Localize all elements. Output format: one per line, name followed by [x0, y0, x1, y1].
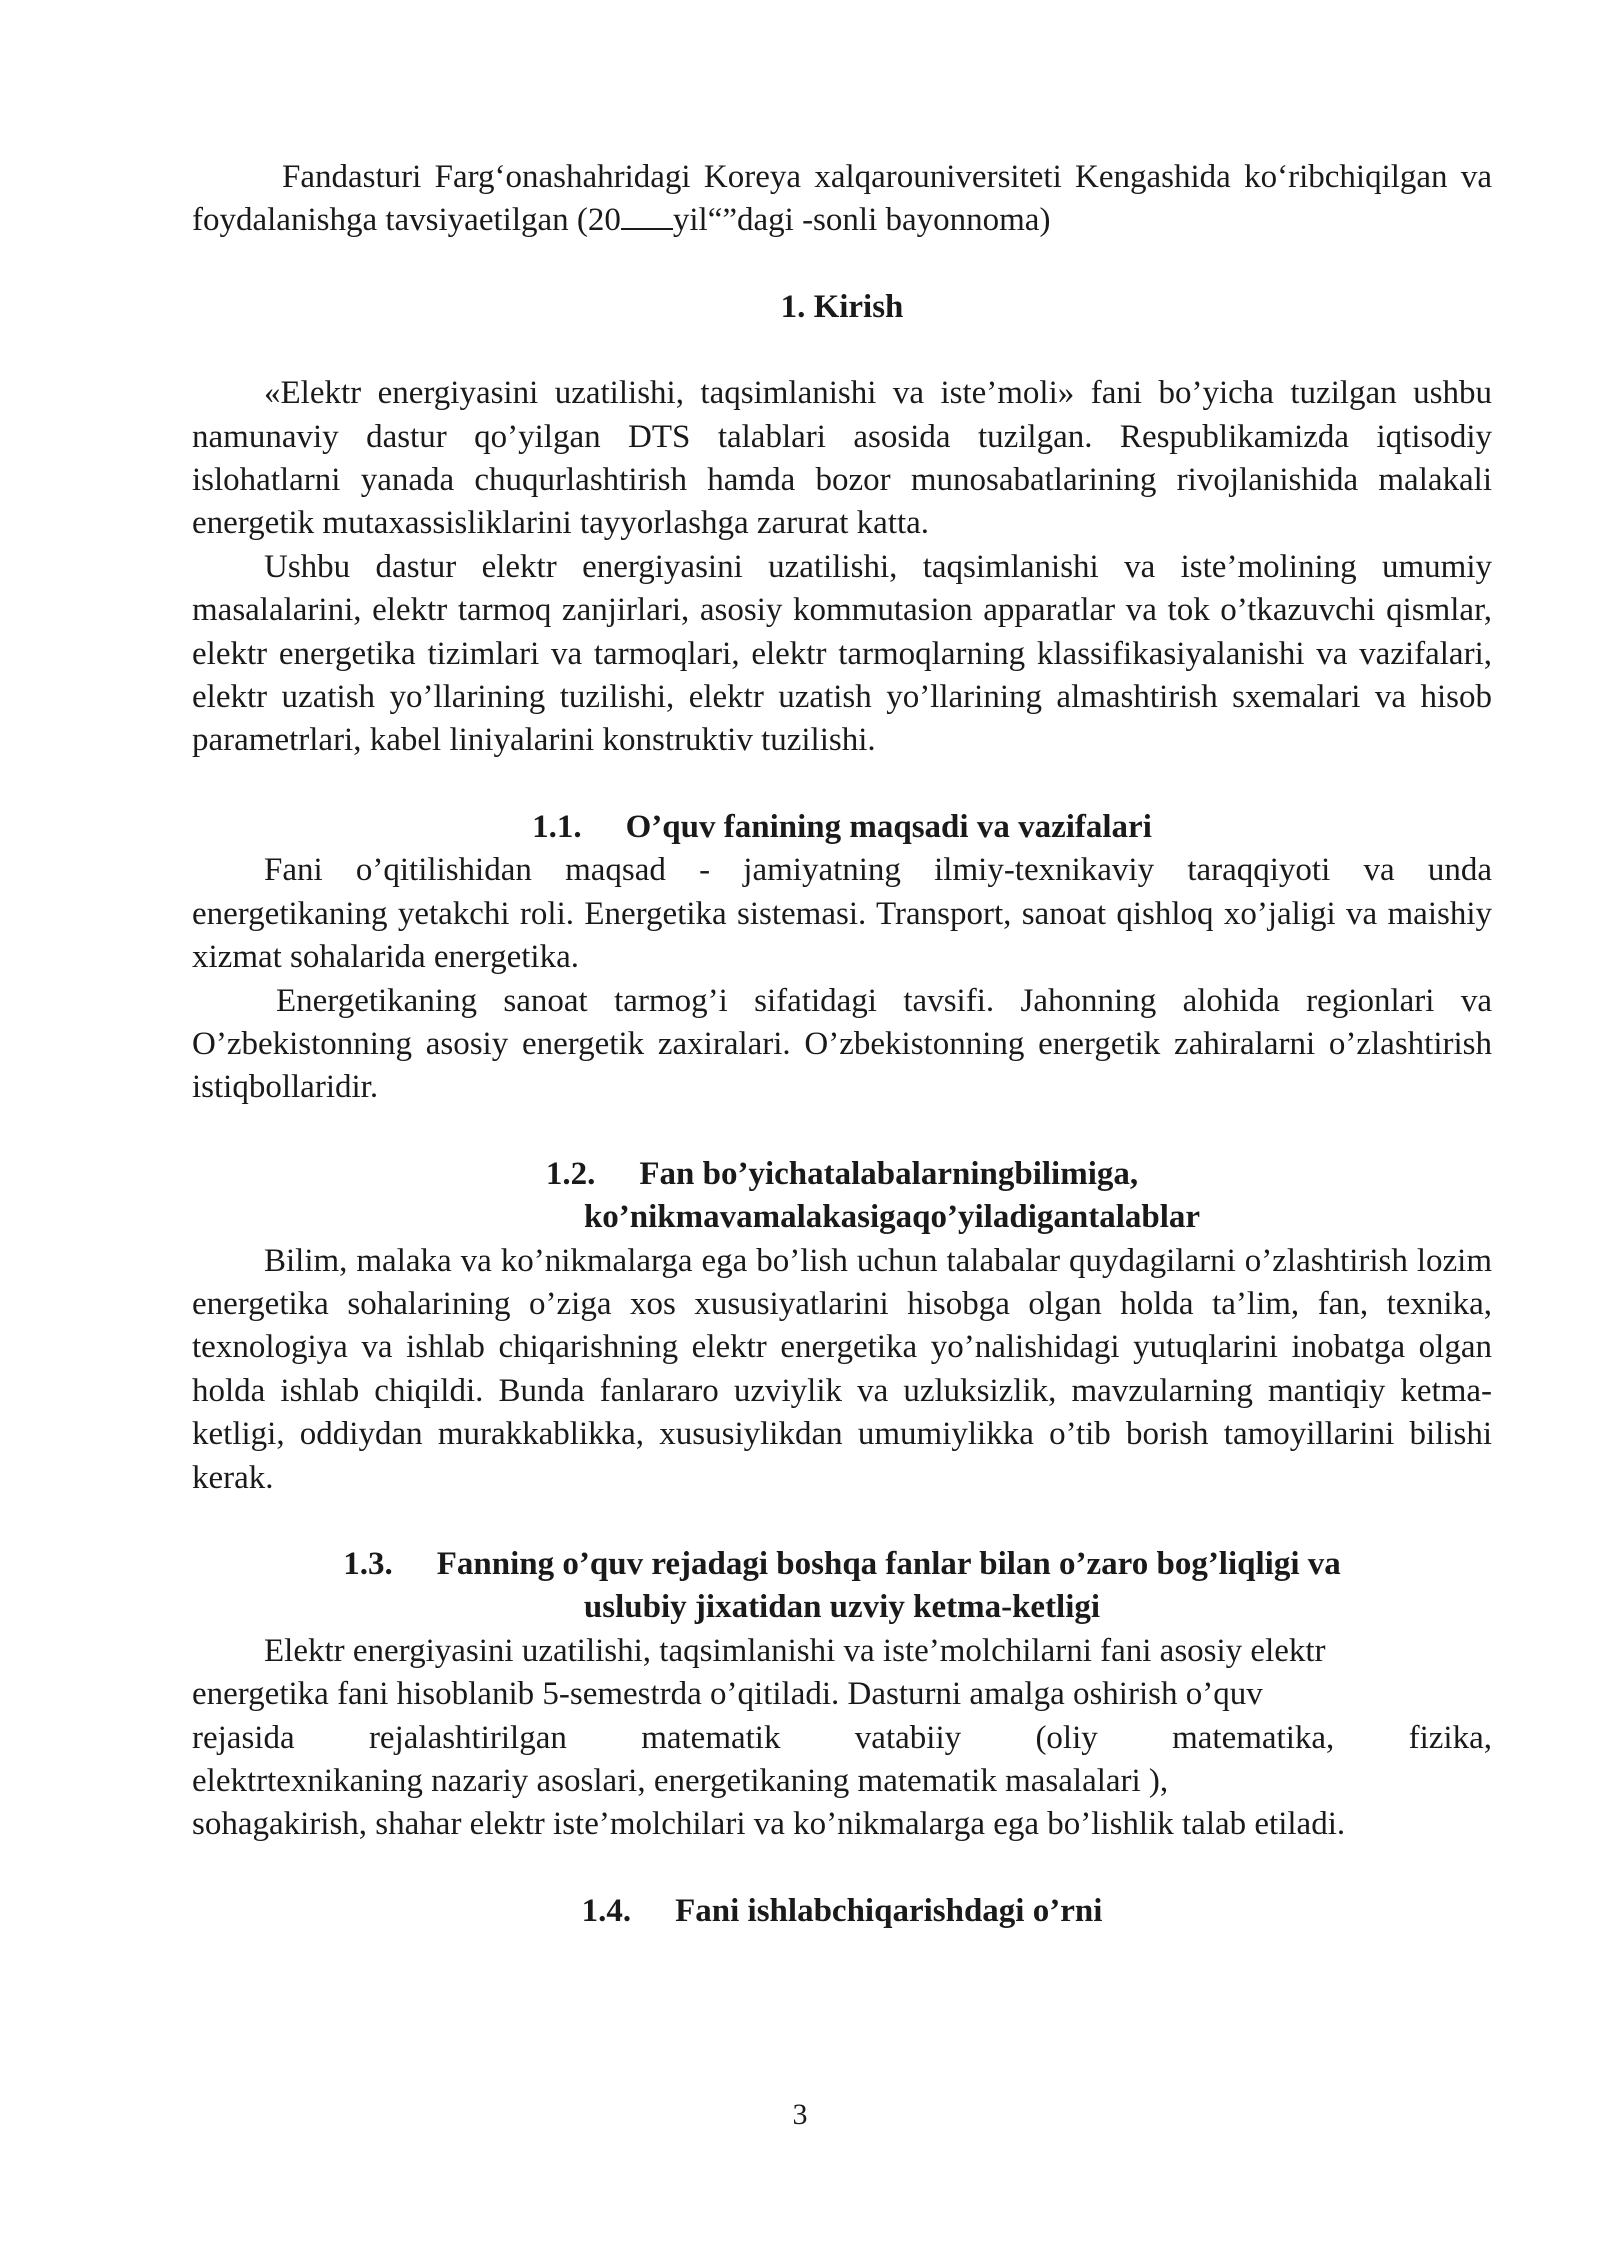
heading-1-4 — [192, 1890, 1492, 1933]
paragraph-1-3-line1: Elektr energiyasini uzatilishi, taqsimlanishi va iste’molchilarni fani asosiy elektr — [264, 1632, 1326, 1669]
heading-1-3-title-line2: uslubiy jixatidan uzviy ketma-ketligi — [583, 1589, 1101, 1626]
intro-line-a: Fandasturi Farg‘onashahridagi Koreya xalqarouniversiteti Kengashida — [282, 159, 1231, 195]
heading-1-3 — [192, 1543, 1492, 1630]
paragraph-1-3-line4: elektrtexnikaning nazariy asoslari, energetikaning matematik masalalari ), — [192, 1763, 1169, 1799]
paragraph-kirish-1: «Elektr energiyasini uzatilishi, taqsimlanishi va iste’moli» fani bo’yicha tuzilgan ushbu namunaviy dastur qo’yilgan DTS talablari asosida tuzilgan. Respublikamizda iqtisodiy islohatlarni yanada chuqurlashtirish hamda bozor munosabatlarining rivojlanishida malakali energetik mutaxassisliklarini tayyorlashga zarurat katta. — [192, 375, 1492, 542]
paragraph-1-1-1: Fani o’qitilishidan maqsad - jamiyatning ilmiy-texnikaviy taraqqiyoti va unda energetikaning yetakchi roli. Energetika sistemasi. Transport, sanoat qishloq xo’jaligi va maishiy xizmat sohalarida energetika. — [192, 852, 1492, 976]
date-blank — [621, 202, 673, 230]
paragraph-1-1-2: Energetikaning sanoat tarmog’i sifatidagi tavsifi. Jahonning alohida regionlari va O’zbekistonning asosiy energetik zaxiralari. O’zbekistonning energetik zahiralarni o’zlashtirish istiqbollaridir. — [192, 982, 1492, 1106]
paragraph-kirish-2: Ushbu dastur elektr energiyasini uzatilishi, taqsimlanishi va iste’molining umumiy masalalarini, elektr tarmoq zanjirlari, asosiy kommutasion apparatlar va tok o’tkazuvchi qismlar, elektr energetika tizimlari va tarmoqlari, elektr tarmoqlarning klassifikasiyalanishi va vazifalari, elektr uzatish yo’llarining tuzilishi, elektr uzatish yo’llarining almashtirish sxemalari va hisob parametrlari, kabel liniyalarini konstruktiv tuzilishi. — [192, 548, 1492, 759]
document-page — [192, 156, 1492, 1933]
heading-1-1-number: 1.1. — [532, 808, 582, 845]
heading-1-2-title-line1: Fan bo’yichatalabalarningbilimiga, — [639, 1155, 1139, 1192]
paragraph-1-3-1 — [192, 1630, 1492, 1847]
heading-kirish: 1. Kirish — [780, 288, 904, 325]
page-number: 3 — [792, 2098, 808, 2131]
intro-paragraph — [192, 156, 1492, 243]
paragraph-1-3-line5: sohagakirish, shahar elektr iste’molchilari va ko’nikmalarga ega bo’lishlik talab etiladi. — [192, 1806, 1346, 1843]
heading-1-1-title: O’quv fanining maqsadi va vazifalari — [625, 808, 1152, 845]
heading-1-4-title: Fani ishlabchiqarishdagi o’rni — [675, 1892, 1103, 1929]
heading-1-2-title-line2: ko’nikmavamalakasigaqo’yiladigantalablar — [583, 1199, 1201, 1236]
paragraph-1-3-line3: rejasida rejalashtirilgan matematik vatabiiy (oliy matematika, fizika, — [192, 1719, 1492, 1756]
heading-1-4-number: 1.4. — [581, 1892, 632, 1929]
paragraph-1-2-1: Bilim, malaka va ko’nikmalarga ega bo’lish uchun talabalar quydagilarni o’zlashtirish lozim energetika sohalarining o’ziga xos xususiyatlarini hisobga olgan holda ta’lim, fan, texnika, texnologiya va ishlab chiqarishning elektr energetika yo’nalishidagi yutuqlarini inobatga olgan holda ishlab chiqildi. Bunda fanlararo uzviylik va uzluksizlik, mavzularning mantiqiy ketma-ketligi, oddiydan murakkablikka, xususiylikdan umumiylikka o’tib borish tamoyillarini bilishi kerak. — [192, 1242, 1492, 1496]
heading-1-2 — [192, 1153, 1492, 1240]
intro-line-b-start: ko‘ribchiqilgan va foydalanishga tavsiyaetilgan (20 — [192, 159, 1492, 239]
paragraph-1-3-line2: energetika fani hisoblanib 5-semestrda o’qitiladi. Dasturni amalga oshirish o’quv — [192, 1676, 1263, 1713]
heading-1-1 — [192, 806, 1492, 849]
intro-line-b-end: yil“”dagi -sonli bayonnoma) — [672, 202, 1051, 239]
heading-1-3-title-line1: Fanning o’quv rejadagi boshqa fanlar bilan o’zaro bog’liqligi va — [436, 1545, 1341, 1582]
heading-1-2-number: 1.2. — [545, 1155, 596, 1192]
heading-1-3-number: 1.3. — [343, 1545, 393, 1582]
